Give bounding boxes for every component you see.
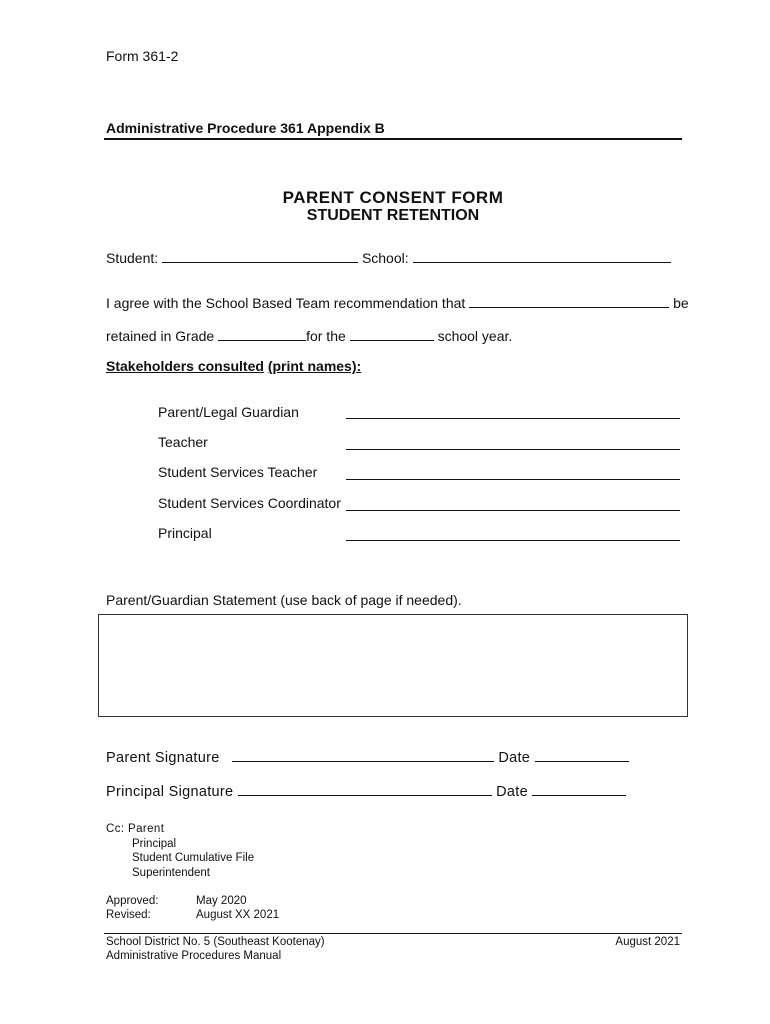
retained-student-field[interactable] <box>469 295 669 308</box>
retained-text: retained in Grade <box>106 328 215 344</box>
for-the-text: for the <box>306 328 346 344</box>
principal-signature-row <box>106 783 626 800</box>
retained-row <box>106 328 512 344</box>
parent-signature-label: Parent Signature <box>106 750 220 766</box>
student-name-field[interactable] <box>162 250 358 263</box>
cc-item: Principal <box>132 838 177 850</box>
statement-text-box[interactable] <box>98 614 688 717</box>
stakeholders-heading-note: (print names): <box>267 358 362 374</box>
grade-field[interactable] <box>218 328 306 341</box>
header-divider <box>104 138 682 140</box>
statement-label: Parent/Guardian Statement (use back of page if needed). <box>106 592 462 608</box>
student-services-teacher-name-field[interactable] <box>346 479 680 480</box>
student-school-row <box>106 250 671 266</box>
revised-value: August XX 2021 <box>196 909 280 921</box>
principal-signature-field[interactable] <box>238 783 492 796</box>
cc-item: Student Cumulative File <box>132 852 255 864</box>
role-parent-guardian: Parent/Legal Guardian <box>158 404 299 420</box>
stakeholders-heading <box>106 358 361 374</box>
footer-date: August 2021 <box>615 936 680 948</box>
parent-date-field[interactable] <box>535 749 629 762</box>
cc-label: Cc: Parent <box>106 823 165 835</box>
appendix-title: Administrative Procedure 361 Appendix B <box>106 120 385 136</box>
principal-signature-label: Principal Signature <box>106 784 234 800</box>
role-student-services-teacher: Student Services Teacher <box>158 464 318 480</box>
school-year-text: school year. <box>437 328 513 344</box>
parent-guardian-name-field[interactable] <box>346 418 680 419</box>
parent-date-label: Date <box>498 750 531 766</box>
school-year-field[interactable] <box>350 328 434 341</box>
role-student-services-coordinator: Student Services Coordinator <box>158 495 341 511</box>
agreement-text: I agree with the School Based Team recommendation that <box>106 295 466 311</box>
form-number: Form 361-2 <box>106 48 179 64</box>
agreement-row <box>106 295 689 311</box>
principal-name-field[interactable] <box>346 540 680 541</box>
role-teacher: Teacher <box>158 434 208 450</box>
teacher-name-field[interactable] <box>346 449 680 450</box>
principal-date-field[interactable] <box>532 783 626 796</box>
school-name-field[interactable] <box>413 250 671 263</box>
agreement-suffix: be <box>673 295 689 311</box>
form-subtitle: STUDENT RETENTION <box>306 207 480 224</box>
form-title: PARENT CONSENT FORM <box>282 188 504 207</box>
parent-signature-row <box>106 749 629 766</box>
cc-item: Superintendent <box>132 867 211 879</box>
footer-district: School District No. 5 (Southeast Kootenay) <box>106 936 325 948</box>
parent-signature-field[interactable] <box>232 749 494 762</box>
stakeholders-heading-label: Stakeholders consulted <box>106 358 264 374</box>
footer-manual: Administrative Procedures Manual <box>106 950 282 962</box>
approved-label: Approved: <box>106 895 159 907</box>
student-services-coordinator-name-field[interactable] <box>346 510 680 511</box>
student-label: Student: <box>106 250 159 266</box>
school-label: School: <box>361 250 409 266</box>
footer-divider <box>104 933 682 934</box>
role-principal: Principal <box>158 525 212 541</box>
approved-value: May 2020 <box>196 895 247 907</box>
principal-date-label: Date <box>496 784 528 800</box>
revised-label: Revised: <box>106 909 151 921</box>
